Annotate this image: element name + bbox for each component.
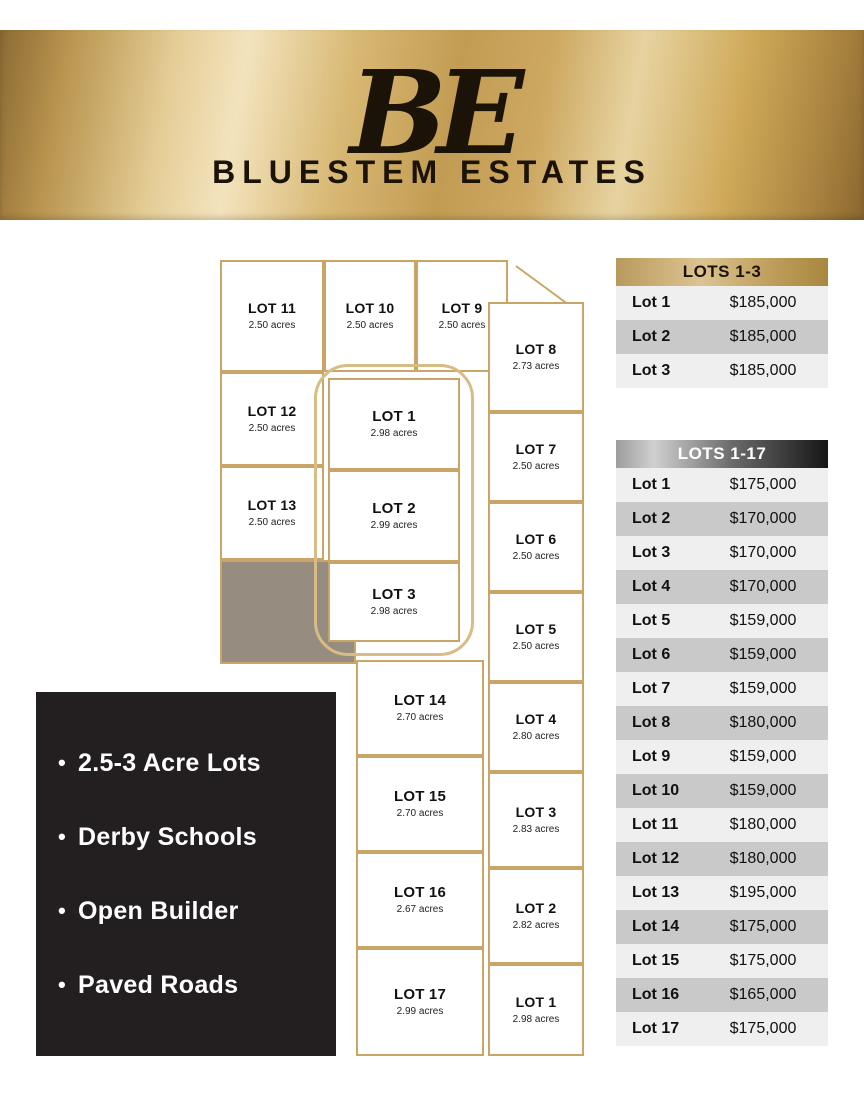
lot-price: $170,000 [729,578,797,595]
feature-item [58,971,314,1000]
lot-price: $185,000 [729,294,797,311]
table-row[interactable] [616,774,828,808]
plat-lot-13[interactable]: LOT 13 2.50 acres [220,466,324,560]
lot-label: Lot 9 [632,748,671,765]
plat-lot-10[interactable]: LOT 10 2.50 acres [324,260,416,372]
lot-label: Lot 3 [632,362,671,379]
plat-lot-1-right[interactable]: LOT 1 2.98 acres [488,964,584,1056]
lot-price: $175,000 [729,918,797,935]
bullet-icon: • [58,972,67,997]
feature-label: Open Builder [78,896,239,925]
features-box [36,692,336,1056]
table-row[interactable] [616,944,828,978]
plat-lot-3-center[interactable]: LOT 3 2.98 acres [328,562,460,642]
lot-price: $170,000 [729,544,797,561]
lot-price: $159,000 [729,612,797,629]
lot-price: $159,000 [729,646,797,663]
plat-lot-4[interactable]: LOT 4 2.80 acres [488,682,584,772]
table-row[interactable] [616,320,828,354]
plat-lot-12[interactable]: LOT 12 2.50 acres [220,372,324,466]
header-banner [0,30,864,220]
price-table-1-title: LOTS 1-3 [616,258,828,286]
lot-label: Lot 2 [632,328,671,345]
table-row[interactable] [616,1012,828,1046]
plat-lot-9[interactable]: LOT 9 2.50 acres [416,260,508,372]
price-table-2-title: LOTS 1-17 [616,440,828,468]
lot-price: $175,000 [729,476,797,493]
lot-price: $159,000 [729,782,797,799]
table-row[interactable] [616,604,828,638]
lot-label: Lot 12 [632,850,680,867]
table-row[interactable] [616,286,828,320]
plat-lot-8[interactable]: LOT 8 2.73 acres [488,302,584,412]
feature-label: 2.5-3 Acre Lots [78,748,261,777]
plat-lot-17[interactable]: LOT 17 2.99 acres [356,948,484,1056]
lot-label: Lot 8 [632,714,671,731]
lot-price: $180,000 [729,816,797,833]
lot-label: Lot 1 [632,476,671,493]
table-row[interactable] [616,910,828,944]
table-row[interactable] [616,638,828,672]
lot-price: $180,000 [729,714,797,731]
price-table-lots-1-3 [616,258,828,388]
lot-label: Lot 17 [632,1020,680,1037]
lot-label: Lot 5 [632,612,671,629]
plat-lot-1-center[interactable]: LOT 1 2.98 acres [328,378,460,470]
lot-price: $175,000 [729,952,797,969]
lot-label: Lot 15 [632,952,680,969]
lot-price: $180,000 [729,850,797,867]
table-row[interactable] [616,808,828,842]
plat-lot-2-right[interactable]: LOT 2 2.82 acres [488,868,584,964]
lot-price: $175,000 [729,1020,797,1037]
lot-label: Lot 7 [632,680,671,697]
lot-price: $195,000 [729,884,797,901]
plat-lot-15[interactable]: LOT 15 2.70 acres [356,756,484,852]
lot-price: $170,000 [729,510,797,527]
plat-lot-3-right[interactable]: LOT 3 2.83 acres [488,772,584,868]
table-row[interactable] [616,536,828,570]
logo [0,30,864,220]
table-row[interactable] [616,740,828,774]
plat-lot-16[interactable]: LOT 16 2.67 acres [356,852,484,948]
table-row[interactable] [616,672,828,706]
monogram-be: BE [349,45,515,181]
price-table-lots-1-17 [616,440,828,1046]
table-row[interactable] [616,842,828,876]
lot-label: Lot 3 [632,544,671,561]
lot-price: $185,000 [729,362,797,379]
lot-label: Lot 4 [632,578,671,595]
lot-price: $159,000 [729,748,797,765]
wordmark-bluestem-estates: BLUESTEM ESTATES [212,154,652,191]
plat-lot-14[interactable]: LOT 14 2.70 acres [356,660,484,756]
feature-item [58,749,314,778]
plat-lot-2-center[interactable]: LOT 2 2.99 acres [328,470,460,562]
lot-price: $185,000 [729,328,797,345]
feature-label: Paved Roads [78,970,239,999]
table-row[interactable] [616,706,828,740]
table-row[interactable] [616,978,828,1012]
lot-label: Lot 1 [632,294,671,311]
plat-lot-11[interactable]: LOT 11 2.50 acres [220,260,324,372]
lot-label: Lot 6 [632,646,671,663]
plat-lot-7[interactable]: LOT 7 2.50 acres [488,412,584,502]
feature-item [58,897,314,926]
table-row[interactable] [616,502,828,536]
lot-price: $165,000 [729,986,797,1003]
lot-price: $159,000 [729,680,797,697]
plat-lot-5[interactable]: LOT 5 2.50 acres [488,592,584,682]
feature-item [58,823,314,852]
bullet-icon: • [58,750,67,775]
lot-label: Lot 13 [632,884,680,901]
lot-label: Lot 16 [632,986,680,1003]
table-row[interactable] [616,354,828,388]
table-row[interactable] [616,570,828,604]
lot-label: Lot 10 [632,782,680,799]
lot-label: Lot 11 [632,816,679,833]
bullet-icon: • [58,898,67,923]
table-row[interactable] [616,876,828,910]
lot-label: Lot 14 [632,918,680,935]
bullet-icon: • [58,824,67,849]
lot-label: Lot 2 [632,510,671,527]
table-row[interactable] [616,468,828,502]
plat-lot-6[interactable]: LOT 6 2.50 acres [488,502,584,592]
feature-label: Derby Schools [78,822,257,851]
